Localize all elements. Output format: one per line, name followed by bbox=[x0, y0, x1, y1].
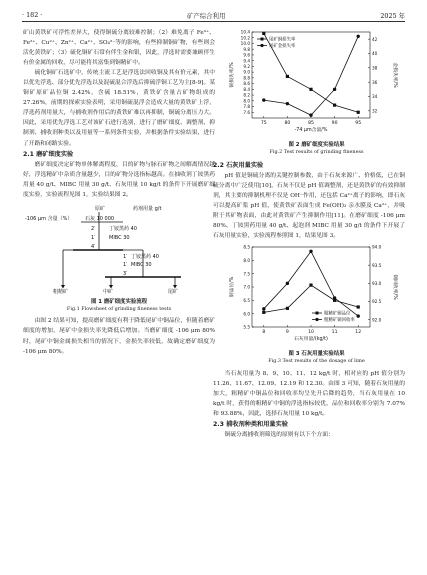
x-tick-label: 12 bbox=[355, 329, 362, 335]
journal-title: 矿产综合利用 bbox=[187, 12, 226, 20]
middling-label: 中矿 bbox=[103, 288, 114, 295]
time-label: 1′ bbox=[123, 261, 128, 268]
y-right-tick-label: 93.5 bbox=[372, 262, 382, 268]
figure-1-flowsheet bbox=[23, 203, 215, 313]
grinding-fineness-chart bbox=[228, 28, 398, 138]
x-tick-label: 90 bbox=[331, 121, 338, 126]
data-point bbox=[309, 88, 312, 91]
y-tick-label: 10.0 bbox=[240, 41, 250, 47]
figure-caption-en: Fig.1 Flowsheet of grinding fineness tests bbox=[66, 306, 172, 312]
x-tick-label: 95 bbox=[355, 121, 362, 126]
mibc-label: MIBC 30 bbox=[131, 261, 152, 268]
data-point bbox=[262, 311, 265, 314]
y-tick-label: 9.4 bbox=[243, 58, 250, 64]
arrow-icon bbox=[61, 285, 65, 289]
y-right-tick-label: 92.5 bbox=[372, 299, 382, 305]
data-point bbox=[333, 88, 336, 91]
figure-caption: 图 2 磨矿细度实验结果 bbox=[288, 142, 345, 149]
paragraph: 当石灰用量为 8、9、10、11、12 kg/t 时，相对应的 pH 值分别为 11.26、11.67、12.09、12.19 和 12.30。由图 3 可知，随着石灰用量的加大，粗精矿中铜品位和回收率均呈先升后降的趋势，当石灰用量在 10 kg/t 时，获得的粗精矿中铜的浮选指标较优，品位和回收率分别为 7.07% 和 93.88%，因此，选择石灰用量 10 kg/t。 bbox=[213, 370, 405, 417]
journal-year: 2025 年 bbox=[380, 12, 405, 20]
y-tick-label: 7.6 bbox=[243, 109, 250, 115]
legend-marker bbox=[260, 44, 263, 47]
y-right-axis-label: 铜回收率/% bbox=[392, 274, 397, 300]
y-tick-label: 10.2 bbox=[240, 35, 250, 41]
figure-caption: 图 1 磨矿细度实验流程 bbox=[90, 298, 148, 305]
section-heading: 2.3 捕收剂种类和用量实验 bbox=[213, 420, 288, 428]
legend-label: 粗精矿铜品位 bbox=[324, 311, 351, 317]
data-point bbox=[333, 296, 336, 299]
y-tick-label: 7.0 bbox=[243, 284, 250, 290]
tailing-label: 尾矿 bbox=[168, 288, 179, 295]
figure-caption-en: Fig.3 Test results of the dosage of lime bbox=[268, 358, 365, 365]
data-point bbox=[333, 104, 336, 107]
y-tick-label: 9.0 bbox=[243, 69, 250, 75]
figure-caption-en: Fig.2 Test results of grinding fineness bbox=[269, 149, 364, 156]
legend-marker bbox=[261, 38, 264, 41]
figure-3 bbox=[213, 243, 405, 365]
paragraph: 矿山黄铁矿可浮性差异大，使得铜硫分离较难控制；（2）难免离子 Fe³⁺、Fe²⁺、Cu²⁺、Zn²⁺、Ca²⁺、SO₄²⁻等的影响，有些抑制铜矿物，有些则会活化黄铁矿；（3）硫化铜矿石常有伴生金和银，因此，浮选时需要兼顾伴生有价金属的回收，尽可能将其富集到铜精矿中。 bbox=[23, 30, 215, 67]
x-tick-label: 75 bbox=[260, 121, 267, 126]
legend-label: 尾矿铜损失率 bbox=[269, 37, 296, 43]
flowsheet-diagram bbox=[23, 203, 215, 295]
figure-2 bbox=[213, 28, 405, 156]
section-heading: 2.2 石灰用量实验 bbox=[213, 161, 264, 169]
y-tick-label: 6.5 bbox=[243, 297, 250, 303]
right-column bbox=[213, 28, 405, 440]
data-point bbox=[309, 284, 312, 287]
y-right-tick-label: 93.0 bbox=[372, 280, 382, 286]
data-point bbox=[262, 307, 265, 310]
data-point bbox=[357, 314, 360, 317]
y-tick-label: 9.2 bbox=[243, 64, 250, 69]
time-label: 2′ bbox=[91, 225, 96, 232]
paragraph: 由图 2 结果可知，提高磨矿细度有利于降低尾矿中铜品位，但随着磨矿细度的增加，尾矿中金损失率先降低后增加。当磨矿细度 -106 μm 80% 时，尾矿中铜金属损失相当的情况下，金损失率较低，故确定磨矿细度为 -106 μm 80%。 bbox=[23, 318, 215, 355]
y-tick-label: 8.5 bbox=[243, 244, 250, 250]
y-tick-label: 8.0 bbox=[243, 257, 250, 263]
x-tick-label: 9 bbox=[285, 329, 289, 335]
time-label: 1′ bbox=[123, 253, 128, 260]
time-label: 1′ bbox=[91, 234, 96, 241]
y-right-tick-label: 34 bbox=[372, 94, 378, 100]
y-right-axis-label: 金损失率/% bbox=[392, 62, 397, 88]
y-right-tick-label: 92.0 bbox=[372, 317, 382, 323]
collector-label: 丁铵黑药 40 bbox=[109, 225, 137, 232]
data-point bbox=[357, 305, 360, 308]
y-tick-label: 6.0 bbox=[243, 311, 250, 317]
y-tick-label: 9.8 bbox=[243, 46, 250, 52]
y-axis-label: 铜品位/% bbox=[230, 276, 235, 298]
y-axis-label: 铜损失率/% bbox=[230, 62, 235, 88]
data-point bbox=[309, 250, 312, 253]
y-tick-label: 8.4 bbox=[243, 86, 250, 92]
x-tick-label: 10 bbox=[308, 329, 314, 335]
y-tick-label: 10.4 bbox=[240, 29, 250, 35]
arrow-icon bbox=[109, 285, 113, 289]
y-tick-label: 7.8 bbox=[243, 104, 250, 110]
data-point bbox=[286, 307, 289, 310]
arrow-icon bbox=[173, 285, 177, 289]
data-point bbox=[286, 75, 289, 78]
paragraph: 铜硫分离捕收剂筛选的原则有以下个方面： bbox=[224, 431, 334, 438]
x-axis-label: -74 μm含量/% bbox=[294, 128, 328, 133]
legend-label: 粗精矿铜回收率 bbox=[324, 318, 355, 324]
data-point bbox=[286, 282, 289, 285]
lime-label: 石灰 10 000 bbox=[85, 215, 115, 222]
y-right-tick-label: 94.0 bbox=[372, 244, 382, 250]
time-label: 4′ bbox=[91, 243, 96, 250]
figure-caption: 图 3 石灰用量实验结果 bbox=[288, 351, 345, 358]
legend-marker bbox=[315, 318, 318, 321]
y-tick-label: 8.0 bbox=[243, 98, 250, 104]
y-tick-label: 5.5 bbox=[243, 324, 250, 330]
data-point bbox=[309, 113, 312, 116]
y-tick-label: 7.5 bbox=[243, 271, 250, 277]
left-column bbox=[23, 28, 215, 357]
paragraph: 磨矿细度决定矿物单体解离程度，目的矿物与脉石矿物之间解离情况越好，浮选精矿中杂质含量越少，目的矿物分选指标越高。在抽收剂丁铵黑药用量 40 g/t、MIBC 用量 30 g/t、石灰用量 10 kg/t 的条件下开展磨矿细度实验，实验流程见图 1，实验结果图 2。 bbox=[23, 161, 215, 198]
data-point bbox=[357, 35, 360, 38]
series-line bbox=[264, 285, 358, 312]
y-right-tick-label: 42 bbox=[372, 36, 378, 42]
feed-label: 原矿 bbox=[95, 205, 106, 212]
collector-label: 丁铵黑药 40 bbox=[131, 253, 159, 260]
grind-label: -106 μm 含量（%） bbox=[25, 215, 73, 222]
y-right-tick-label: 36 bbox=[372, 79, 378, 85]
lime-dosage-chart bbox=[228, 243, 398, 347]
data-point bbox=[262, 98, 265, 101]
y-tick-label: 9.6 bbox=[243, 52, 250, 58]
x-tick-label: 85 bbox=[308, 121, 314, 126]
dosage-unit-label: 药剂用量 g/t bbox=[133, 205, 162, 212]
legend-marker bbox=[316, 311, 319, 314]
x-tick-label: 11 bbox=[331, 329, 338, 335]
mibc-label: MIBC 30 bbox=[109, 234, 130, 241]
data-point bbox=[357, 111, 360, 114]
plot-frame bbox=[252, 247, 370, 327]
page-number: · 182 · bbox=[22, 11, 43, 19]
legend-label: 尾矿金损失率 bbox=[269, 44, 296, 50]
y-tick-label: 8.6 bbox=[243, 81, 250, 87]
data-point bbox=[262, 32, 265, 35]
x-tick-label: 80 bbox=[284, 121, 291, 126]
time-label: 3′ bbox=[123, 270, 128, 277]
y-tick-label: 8.8 bbox=[243, 75, 250, 81]
y-right-tick-label: 32 bbox=[372, 108, 378, 114]
y-right-tick-label: 38 bbox=[372, 65, 378, 71]
x-tick-label: 8 bbox=[262, 329, 266, 335]
y-right-tick-label: 40 bbox=[372, 51, 378, 57]
paragraph: 硫化铜矿石选矿中，传统主流工艺是浮选法回收铜及其有价元素，其中以优先浮选、部分优先浮选以及混硫混合浮选后抑硫浮铜工艺为主[8-9]。某铜矿原矿品位铜 2.42%，含硫 18.51%，黄铁矿含量占矿物组成的 27.26%，前期的探索实验表明，采用铜硫混浮会造成大量的黄铁矿上浮，浮选药剂用量大，与捕收剂作用后的黄铁矿难以再抑制，铜硫分离压力大。因此，采用优先浮选工艺对该矿石进行选别，进行了磨矿细度、调整剂、抑制剂、捕收剂种类以及用量等一系列条件实验，并根据条件实验结果，进行了开路和闭路实验。 bbox=[23, 70, 215, 147]
data-point bbox=[286, 102, 289, 105]
y-tick-label: 8.2 bbox=[243, 92, 250, 98]
x-axis-label: 石灰用量/(kg/t) bbox=[294, 336, 328, 342]
section-heading: 2.1 磨矿细度实验 bbox=[23, 150, 74, 158]
concentrate-label: 粗精矿 bbox=[53, 288, 69, 295]
paragraph: pH 值是铜硫分离的关键控制参数，由于石灰来源广、价格低，已在铜硫分离中广泛使用[10]，石灰不仅是 pH 值调整剂，还是黄铁矿的有效抑制剂，其主要的抑制机理不仅是 OH⁻作用，还包括 Ca²⁺离子的影响，即石灰可以提高矿浆 pH 值，使黄铁矿表面生成 Fe(OH)₃ 亲水膜及 Ca²⁺，并吸附于其矿物表面，由此对黄铁矿产生抑制作用[11]。在磨矿细度 -106 μm 80%、丁铵黑药用量 40 g/t、起泡剂 MIBC 用量 30 g/t 的条件下开展了石灰用量实验，实验流程参照图 1，结果见图 3。 bbox=[213, 172, 405, 239]
page-header bbox=[22, 8, 405, 22]
